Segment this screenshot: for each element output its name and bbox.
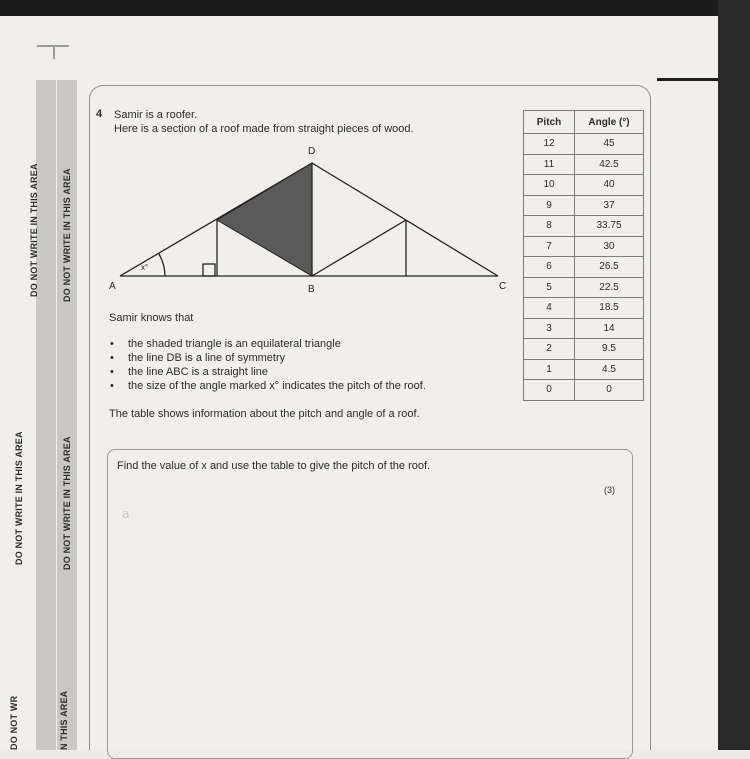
pitch-cell: 3 xyxy=(524,318,575,339)
question-number: 4 xyxy=(96,108,103,120)
question-line-1: Samir is a roofer. xyxy=(114,109,198,121)
pitch-cell: 10 xyxy=(524,175,575,196)
answer-box[interactable] xyxy=(107,449,633,759)
task-text: Find the value of x and use the table to give the pitch of the roof. xyxy=(117,460,431,472)
table-header-pitch: Pitch xyxy=(524,111,575,134)
table-row xyxy=(524,277,644,298)
question-line-2: Here is a section of a roof made from straight pieces of wood. xyxy=(114,123,414,135)
angle-cell: 4.5 xyxy=(575,359,644,380)
bullet: • xyxy=(110,380,114,392)
table-row xyxy=(524,339,644,360)
table-row xyxy=(524,380,644,401)
pitch-cell: 6 xyxy=(524,257,575,278)
table-row xyxy=(524,134,644,155)
angle-cell: 9.5 xyxy=(575,339,644,360)
angle-cell: 26.5 xyxy=(575,257,644,278)
pitch-cell: 7 xyxy=(524,236,575,257)
fact-3: the line ABC is a straight line xyxy=(128,366,269,378)
pitch-cell: 1 xyxy=(524,359,575,380)
table-row xyxy=(524,195,644,216)
table-row xyxy=(524,236,644,257)
pitch-cell: 8 xyxy=(524,216,575,237)
pitch-cell: 12 xyxy=(524,134,575,155)
table-row xyxy=(524,298,644,319)
label-a: A xyxy=(109,281,116,292)
angle-cell: 33.75 xyxy=(575,216,644,237)
angle-cell: 14 xyxy=(575,318,644,339)
label-d: D xyxy=(308,146,316,157)
marks-label: (3) xyxy=(604,485,615,495)
angle-cell: 18.5 xyxy=(575,298,644,319)
bullet: • xyxy=(110,366,114,378)
pitch-cell: 11 xyxy=(524,154,575,175)
pitch-cell: 5 xyxy=(524,277,575,298)
angle-cell: 37 xyxy=(575,195,644,216)
table-row xyxy=(524,175,644,196)
margin-warning: DO NOT WRITE IN THIS AREA xyxy=(62,436,72,570)
angle-label: x° xyxy=(141,263,149,272)
label-c: C xyxy=(499,281,507,292)
table-header-angle: Angle (°) xyxy=(575,111,644,134)
bullet: • xyxy=(110,338,114,350)
pitch-cell: 4 xyxy=(524,298,575,319)
fact-1: the shaded triangle is an equilateral triangle xyxy=(128,338,341,350)
margin-warning: DO NOT WR xyxy=(9,695,19,750)
table-note: The table shows information about the pitch and angle of a roof. xyxy=(109,408,420,420)
table-row xyxy=(524,318,644,339)
angle-cell: 30 xyxy=(575,236,644,257)
pitch-angle-table xyxy=(523,110,644,401)
table-row xyxy=(524,216,644,237)
angle-cell: 22.5 xyxy=(575,277,644,298)
pitch-cell: 2 xyxy=(524,339,575,360)
margin-warning: N THIS AREA xyxy=(59,690,69,750)
table-row xyxy=(524,154,644,175)
table-row xyxy=(524,359,644,380)
angle-cell: 42.5 xyxy=(575,154,644,175)
pitch-cell: 9 xyxy=(524,195,575,216)
margin-warning: DO NOT WRITE IN THIS AREA xyxy=(29,163,39,297)
shaded-equilateral-triangle xyxy=(217,163,312,276)
angle-cell: 45 xyxy=(575,134,644,155)
knows-intro: Samir knows that xyxy=(109,312,194,324)
margin-warning: DO NOT WRITE IN THIS AREA xyxy=(14,431,24,565)
fact-2: the line DB is a line of symmetry xyxy=(128,352,286,364)
table-row xyxy=(524,257,644,278)
label-b: B xyxy=(308,284,315,295)
pencil-mark: a xyxy=(122,507,130,522)
pitch-cell: 0 xyxy=(524,380,575,401)
angle-cell: 0 xyxy=(575,380,644,401)
right-angle-mark xyxy=(203,264,215,276)
margin-warning: DO NOT WRITE IN THIS AREA xyxy=(62,168,72,302)
right-strut xyxy=(312,220,406,276)
bullet: • xyxy=(110,352,114,364)
angle-cell: 40 xyxy=(575,175,644,196)
angle-arc xyxy=(159,254,165,276)
fact-4: the size of the angle marked x° indicates the pitch of the roof. xyxy=(128,380,426,392)
